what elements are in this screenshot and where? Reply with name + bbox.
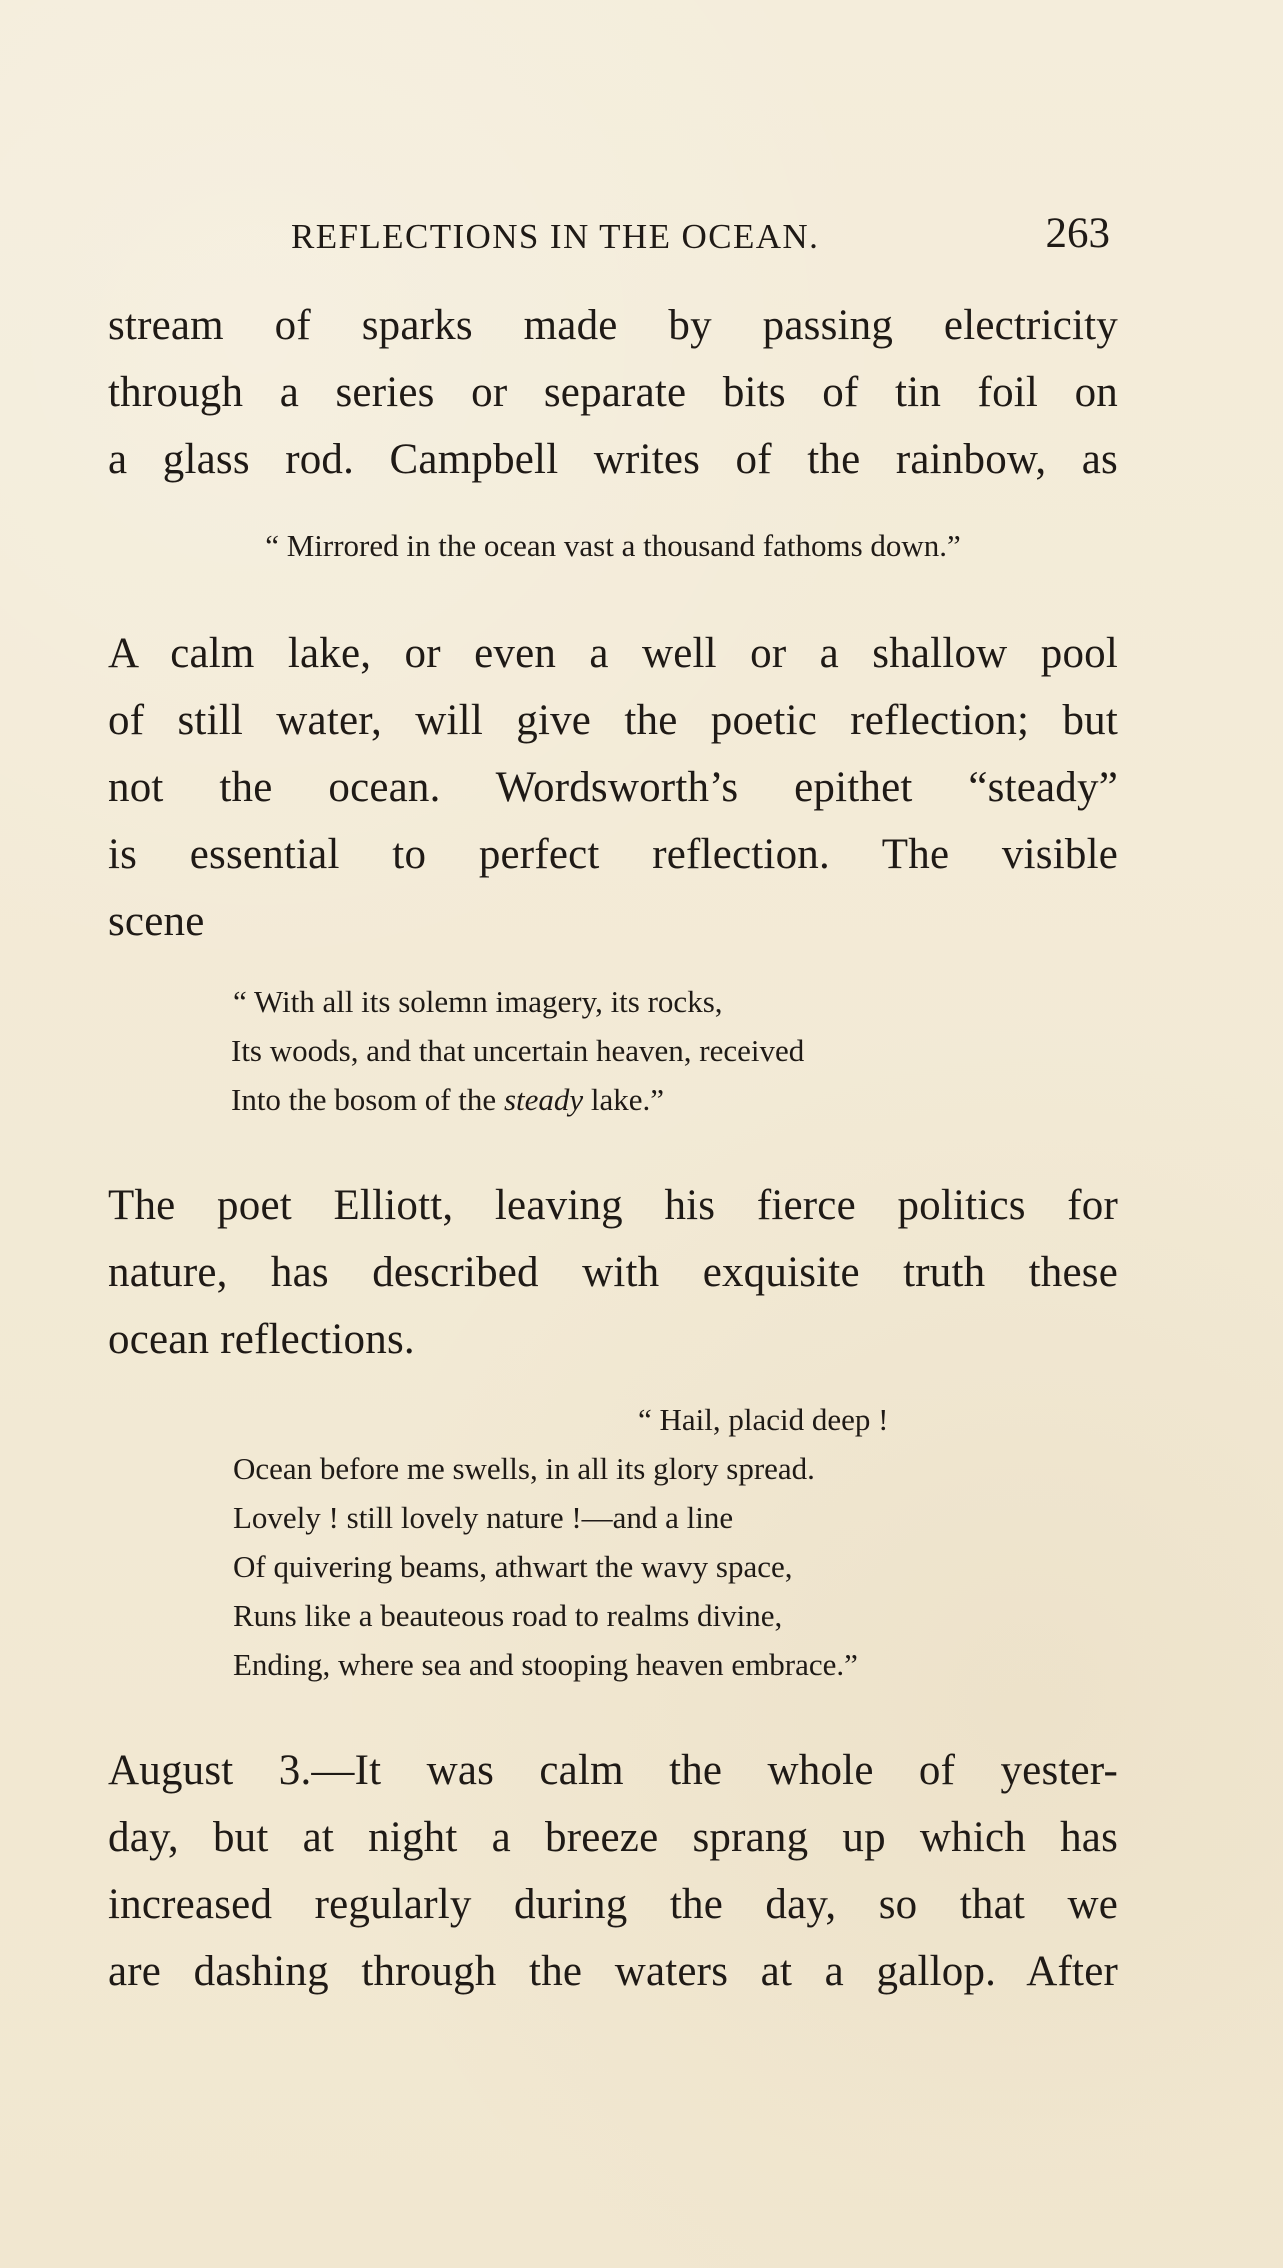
paragraph-line: through a series or separate bits of tin foil on bbox=[108, 369, 1118, 416]
quote-line-italic: steady bbox=[503, 1082, 584, 1117]
quote-line: Its woods, and that uncertain heaven, received bbox=[231, 1033, 805, 1068]
paragraph-line: ocean reflections. bbox=[108, 1316, 415, 1363]
page-number: 263 bbox=[1045, 210, 1110, 257]
paragraph-2 bbox=[108, 620, 1118, 955]
paragraph-line: August 3.—It was calm the whole of yester- bbox=[108, 1747, 1118, 1794]
paragraph-line: of still water, will give the poetic reflection; but bbox=[108, 697, 1118, 744]
running-head: REFLECTIONS IN THE OCEAN. bbox=[291, 217, 820, 256]
paragraph-line: a glass rod. Campbell writes of the rainbow, as bbox=[108, 436, 1118, 483]
paragraph-line: The poet Elliott, leaving his fierce politics for bbox=[108, 1182, 1118, 1229]
page-header bbox=[0, 212, 1283, 262]
page-content bbox=[108, 292, 1118, 2005]
quote-block-1 bbox=[108, 521, 1118, 570]
quote-line bbox=[108, 1075, 1118, 1124]
paragraph-line: day, but at night a breeze sprang up which has bbox=[108, 1814, 1118, 1861]
quote-block-2 bbox=[108, 977, 1118, 1124]
paragraph-line: A calm lake, or even a well or a shallow pool bbox=[108, 630, 1118, 677]
quote-line: “ Mirrored in the ocean vast a thousand fathoms down.” bbox=[265, 528, 961, 563]
paragraph-line: scene bbox=[108, 898, 205, 945]
paragraph-line: is essential to perfect reflection. The visible bbox=[108, 831, 1118, 878]
paragraph-4 bbox=[108, 1737, 1118, 2005]
quote-line: “ With all its solemn imagery, its rocks, bbox=[233, 984, 723, 1019]
quote-line-suffix: lake.” bbox=[583, 1082, 665, 1117]
paragraph-line: stream of sparks made by passing electricity bbox=[108, 302, 1118, 349]
paragraph-3 bbox=[108, 1172, 1118, 1373]
quote-line: Runs like a beauteous road to realms divine, bbox=[233, 1598, 783, 1633]
quote-line: Of quivering beams, athwart the wavy space, bbox=[233, 1549, 793, 1584]
quote-line: “ Hail, placid deep ! bbox=[638, 1402, 889, 1437]
paragraph-line: nature, has described with exquisite truth these bbox=[108, 1249, 1118, 1296]
paragraph-line: increased regularly during the day, so that we bbox=[108, 1881, 1118, 1928]
paragraph-1 bbox=[108, 292, 1118, 493]
quote-line: Ending, where sea and stooping heaven embrace.” bbox=[233, 1647, 858, 1682]
quote-line: Ocean before me swells, in all its glory spread. bbox=[233, 1451, 815, 1486]
quote-line: Lovely ! still lovely nature !—and a line bbox=[233, 1500, 734, 1535]
quote-block-3 bbox=[108, 1395, 1118, 1689]
paragraph-line: not the ocean. Wordsworth’s epithet “steady” bbox=[108, 764, 1118, 811]
paragraph-line: are dashing through the waters at a gallop. After bbox=[108, 1948, 1118, 1995]
quote-line-prefix: Into the bosom of the bbox=[231, 1082, 504, 1117]
